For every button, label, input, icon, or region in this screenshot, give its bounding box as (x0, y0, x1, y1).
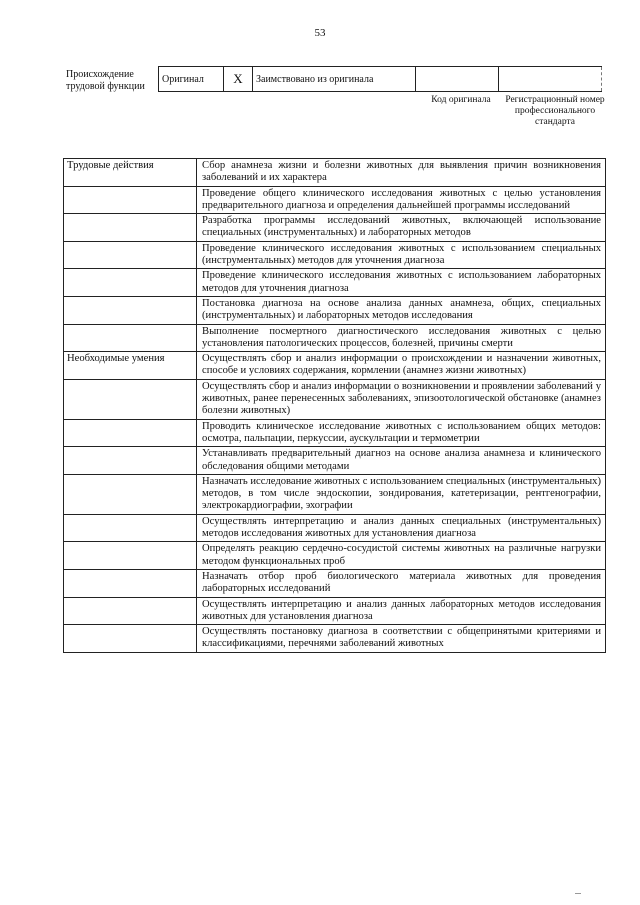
function-table (63, 158, 606, 653)
section-label (64, 474, 197, 514)
table-cell-item: Осуществлять сбор и анализ информации о происхождении и назначении животных, способе и условиях содержания, кормлении (анамнез жизни животных) (197, 352, 606, 380)
original-cell: Оригинал (159, 67, 224, 92)
section-label: Трудовые действия (64, 159, 197, 187)
section-label (64, 324, 197, 352)
scan-mark (575, 893, 581, 894)
code-caption: Код оригинала (431, 95, 491, 105)
table-row (64, 514, 606, 542)
table-cell-item: Осуществлять сбор и анализ информации о возникновении и проявлении заболеваний у животных, ранее перенесенных заболеваниях, эпизоотологической обстановке (анамнез болезни животных) (197, 379, 606, 419)
table-row (64, 241, 606, 269)
table-cell-item: Проведение клинического исследования животных с использованием лабораторных методов для уточнения диагноза (197, 269, 606, 297)
table-row (64, 474, 606, 514)
borrowed-cell: Заимствовано из оригинала (253, 67, 416, 92)
reg-number-cell (499, 67, 602, 92)
table-row (64, 296, 606, 324)
section-label (64, 379, 197, 419)
origin-label: Происхождение трудовой функции (66, 69, 145, 92)
table-row (64, 269, 606, 297)
table-row (64, 625, 606, 653)
section-label (64, 569, 197, 597)
table-cell-item: Осуществлять интерпретацию и анализ данных лабораторных методов исследования животных для установления диагноза (197, 597, 606, 625)
section-label (64, 214, 197, 242)
section-label (64, 241, 197, 269)
table-row (64, 159, 606, 187)
code-cell (416, 67, 499, 92)
section-label (64, 269, 197, 297)
table-cell-item: Определять реакцию сердечно-сосудистой системы животных на различные нагрузки методом функциональных проб (197, 542, 606, 570)
table-row (64, 597, 606, 625)
table-cell-item: Выполнение посмертного диагностического исследования животных с целью установления патологических процессов, болезней, причины смерти (197, 324, 606, 352)
table-row (64, 569, 606, 597)
section-label (64, 625, 197, 653)
table-row (64, 352, 606, 380)
section-label (64, 514, 197, 542)
table-cell-item: Осуществлять интерпретацию и анализ данных специальных (инструментальных) методов исследования животных для установления диагноза (197, 514, 606, 542)
table-cell-item: Проведение общего клинического исследования животных с целью установления предварительного диагноза и определения дальнейшей программы исследований (197, 186, 606, 214)
table-row (64, 214, 606, 242)
original-mark: X (224, 67, 253, 92)
section-label (64, 447, 197, 475)
section-label (64, 186, 197, 214)
table-cell-item: Назначать исследование животных с использованием специальных (инструментальных) методов, в том числе эндоскопии, зондирования, катетеризации, рентгенографии, электрокардиографии, эхографии (197, 474, 606, 514)
table-row (64, 419, 606, 447)
table-cell-item: Разработка программы исследований животных, включающей использование специальных (инструментальных) и лабораторных методов (197, 214, 606, 242)
table-cell-item: Сбор анамнеза жизни и болезни животных для выявления причин возникновения заболеваний и их характера (197, 159, 606, 187)
table-cell-item: Проводить клиническое исследование животных с использованием общих методов: осмотра, пальпации, перкуссии, аускультации и термометрии (197, 419, 606, 447)
table-row (64, 379, 606, 419)
page-number: 53 (314, 27, 326, 39)
table-row (64, 324, 606, 352)
table-row (64, 186, 606, 214)
section-label (64, 542, 197, 570)
table-cell-item: Назначать отбор проб биологического материала животных для проведения лабораторных исследований (197, 569, 606, 597)
table-row (64, 447, 606, 475)
table-cell-item: Постановка диагноза на основе анализа данных анамнеза, общих, специальных (инструментальных) и лабораторных методов исследования (197, 296, 606, 324)
table-row (64, 542, 606, 570)
table-cell-item: Осуществлять постановку диагноза в соответствии с общепринятыми критериями и классификациями, перечнями заболеваний животных (197, 625, 606, 653)
section-label (64, 296, 197, 324)
reg-number-caption: Регистрационный номер профессионального стандарта (505, 95, 605, 127)
table-cell-item: Проведение клинического исследования животных с использованием специальных (инструментальных) методов для уточнения диагноза (197, 241, 606, 269)
origin-table (158, 66, 602, 92)
table-cell-item: Устанавливать предварительный диагноз на основе анализа анамнеза и клинического обследования общими методами (197, 447, 606, 475)
section-label (64, 597, 197, 625)
section-label: Необходимые умения (64, 352, 197, 380)
section-label (64, 419, 197, 447)
